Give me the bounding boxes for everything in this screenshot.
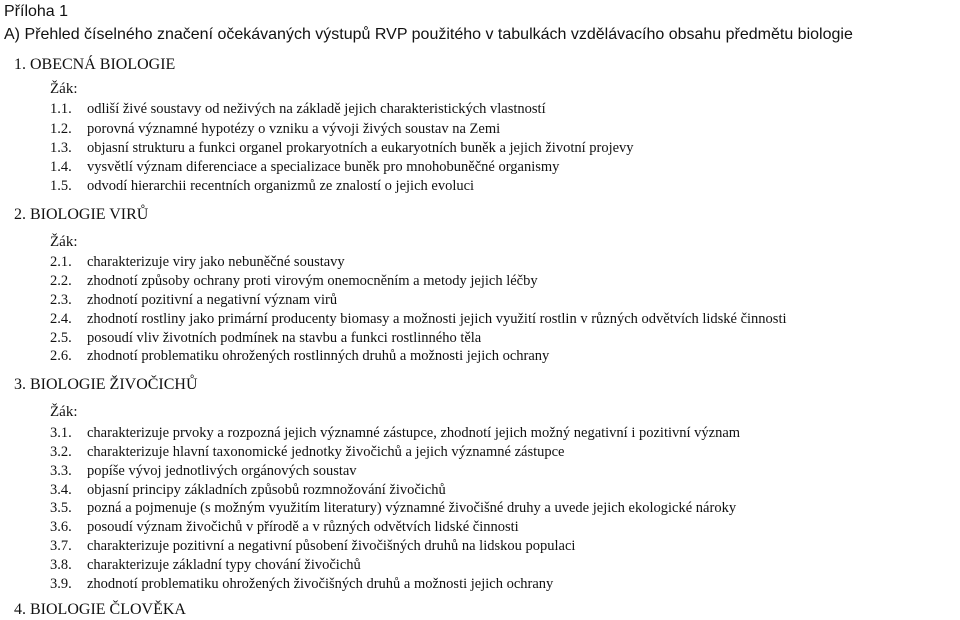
outcome-code: 1.3. — [50, 140, 72, 156]
pupil-label: Žák: — [50, 81, 78, 97]
section-heading-2 — [14, 205, 148, 225]
section-title: OBECNÁ BIOLOGIE — [30, 56, 176, 73]
outcome-code: 2.1. — [50, 254, 72, 270]
outcome-code: 1.2. — [50, 121, 72, 137]
outcome-code: 3.4. — [50, 482, 72, 498]
outcome-code: 3.9. — [50, 576, 72, 592]
section-title: BIOLOGIE ŽIVOČICHŮ — [30, 376, 198, 393]
outcome-text: objasní principy základních způsobů rozmnožování živočichů — [87, 482, 446, 498]
outcome-text: posoudí význam živočichů v přírodě a v různých odvětvích lidské činnosti — [87, 519, 519, 535]
outcome-code: 2.2. — [50, 273, 72, 289]
outcome-text: odvodí hierarchii recentních organizmů ze znalostí o jejich evoluci — [87, 178, 475, 194]
outcome-text: zhodnotí pozitivní a negativní význam virů — [87, 292, 338, 308]
outcome-code: 2.4. — [50, 311, 72, 327]
outcome-code: 2.6. — [50, 348, 72, 364]
outcome-text: odliší živé soustavy od neživých na základě jejich charakteristických vlastností — [87, 101, 546, 117]
section-heading-1 — [14, 55, 175, 75]
outcome-code: 3.3. — [50, 463, 72, 479]
pupil-label: Žák: — [50, 234, 78, 250]
outcome-code: 3.6. — [50, 519, 72, 535]
outcome-text: zhodnotí způsoby ochrany proti virovým onemocněním a metody jejich léčby — [87, 273, 538, 289]
section-heading-3 — [14, 375, 198, 395]
section-title: BIOLOGIE VIRŮ — [30, 206, 149, 223]
outcome-text: zhodnotí problematiku ohrožených rostlinných druhů a možnosti jejich ochrany — [87, 348, 550, 364]
outcome-text: charakterizuje prvoky a rozpozná jejich významné zástupce, zhodnotí jejich možný negativní i pozitivní význam — [87, 425, 741, 441]
section-heading-4 — [14, 600, 186, 620]
outcome-code: 2.5. — [50, 330, 72, 346]
page-title: Příloha 1 — [4, 3, 69, 20]
section-number: 4. — [14, 601, 26, 618]
outcome-text: vysvětlí význam diferenciace a specializace buněk pro mnohobuněčné organismy — [87, 159, 560, 175]
pupil-label: Žák: — [50, 404, 78, 420]
outcome-code: 1.4. — [50, 159, 72, 175]
outcome-code: 3.5. — [50, 500, 72, 516]
outcome-text: charakterizuje hlavní taxonomické jednotky živočichů a jejich významné zástupce — [87, 444, 565, 460]
outcome-text: pozná a pojmenuje (s možným využitím literatury) významné živočišné druhy a uvede jejich ekologické nároky — [87, 500, 737, 516]
section-number: 3. — [14, 376, 26, 393]
section-title: BIOLOGIE ČLOVĚKA — [30, 601, 186, 618]
outcome-text: zhodnotí problematiku ohrožených živočišných druhů a možnosti jejich ochrany — [87, 576, 554, 592]
section-number: 2. — [14, 206, 26, 223]
outcome-text: charakterizuje viry jako nebuněčné soustavy — [87, 254, 345, 270]
outcome-text: objasní strukturu a funkci organel prokaryotních a eukaryotních buněk a jejich životní projevy — [87, 140, 634, 156]
outcome-code: 3.1. — [50, 425, 72, 441]
outcome-code: 1.1. — [50, 101, 72, 117]
outcome-text: charakterizuje základní typy chování živočichů — [87, 557, 361, 573]
outcome-text: zhodnotí rostliny jako primární producenty biomasy a možnosti jejich využití rostlin v různých odvětvích lidské činnosti — [87, 311, 787, 327]
outcome-text: posoudí vliv životních podmínek na stavbu a funkci rostlinného těla — [87, 330, 482, 346]
outcome-text: popíše vývoj jednotlivých orgánových soustav — [87, 463, 357, 479]
page-subtitle: A) Přehled číselného značení očekávaných výstupů RVP použitého v tabulkách vzdělávacího obsahu předmětu biologie — [4, 26, 853, 43]
outcome-code: 3.2. — [50, 444, 72, 460]
outcome-code: 3.7. — [50, 538, 72, 554]
outcome-code: 3.8. — [50, 557, 72, 573]
outcome-code: 2.3. — [50, 292, 72, 308]
section-number: 1. — [14, 56, 26, 73]
outcome-code: 1.5. — [50, 178, 72, 194]
outcome-text: charakterizuje pozitivní a negativní působení živočišných druhů na lidskou populaci — [87, 538, 576, 554]
outcome-text: porovná významné hypotézy o vzniku a vývoji živých soustav na Zemi — [87, 121, 501, 137]
